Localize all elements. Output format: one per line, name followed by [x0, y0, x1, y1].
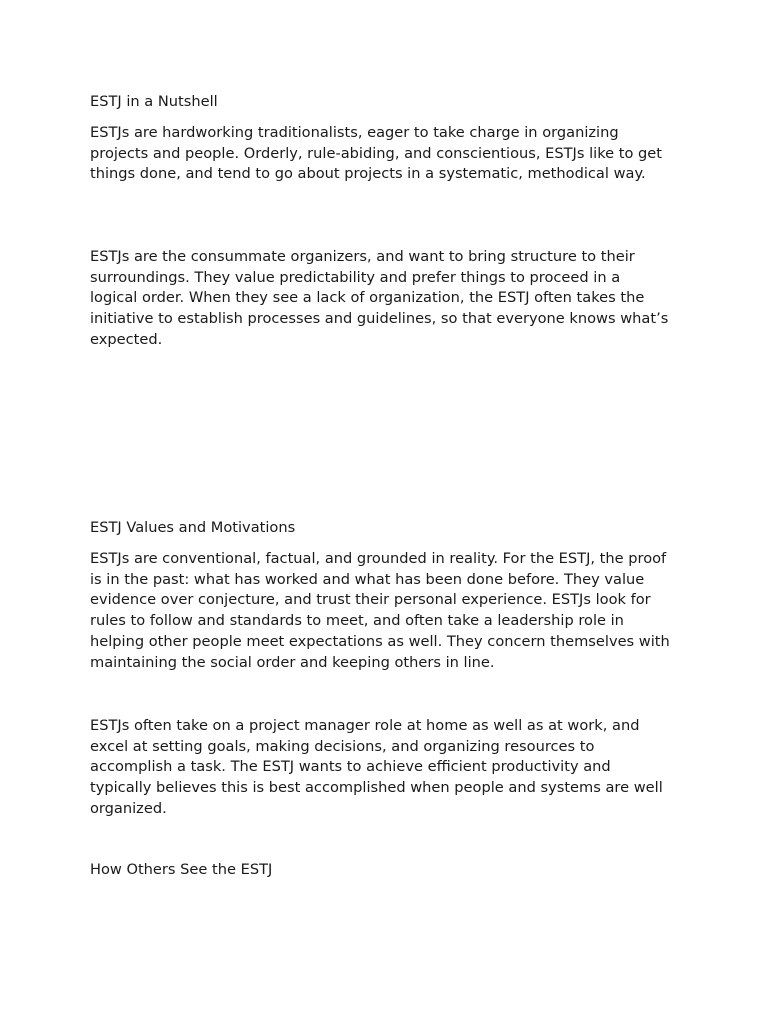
paragraph: ESTJs are the consummate organizers, and want to bring structure to their surroundings. They value predictability and prefer things to proceed in a logical order. When they see a lack of organization, the ESTJ often takes the initiative to establish processes and guidelines, so that everyone knows what’s expected. — [90, 248, 669, 348]
section-heading-values: ESTJ Values and Motivations — [90, 519, 296, 536]
section-heading-others: How Others See the ESTJ — [90, 861, 273, 878]
paragraph: ESTJs often take on a project manager role at home as well as at work, and excel at setting goals, making decisions, and organizing resources to accomplish a task. The ESTJ wants to achieve efficient productivity and typically believes this is best accomplished when people and systems are well organized. — [90, 717, 663, 817]
section-heading-nutshell: ESTJ in a Nutshell — [90, 93, 218, 110]
paragraph: ESTJs are conventional, factual, and grounded in reality. For the ESTJ, the proof is in the past: what has worked and what has been done before. They value evidence over conjecture, and trust their personal experience. ESTJs look for rules to follow and standards to meet, and often take a leadership role in helping other people meet expectations as well. They concern themselves with maintaining the social order and keeping others in line. — [90, 550, 670, 671]
paragraph: ESTJs are hardworking traditionalists, eager to take charge in organizing projects and people. Orderly, rule-abiding, and conscientious, ESTJs like to get things done, and tend to go about projects in a systematic, methodical way. — [90, 124, 662, 183]
